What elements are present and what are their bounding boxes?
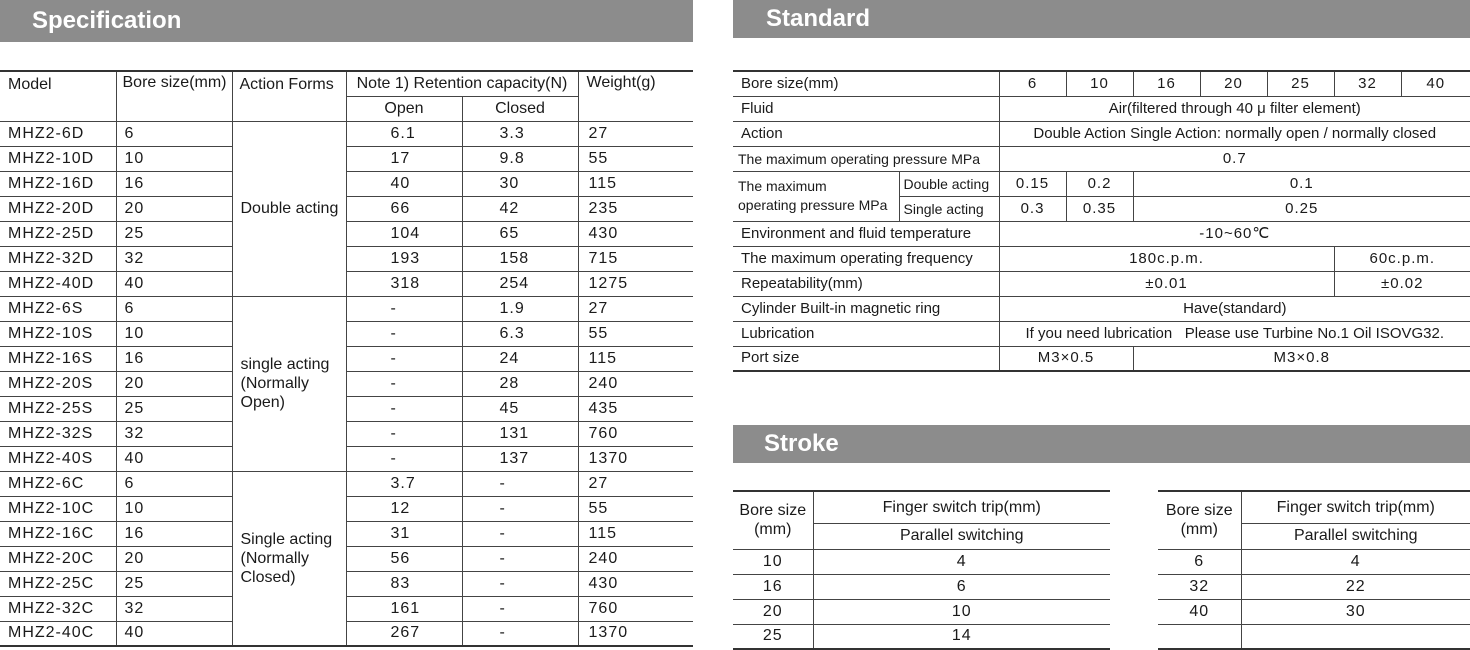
std-bore-16: 16 (1133, 71, 1200, 96)
stroke-bore: 40 (1158, 599, 1241, 624)
spec-closed: 6.3 (462, 321, 578, 346)
std-magnet-label: Cylinder Built-in magnetic ring (733, 296, 999, 321)
stroke-bore (1158, 624, 1241, 649)
spec-open: - (346, 321, 462, 346)
spec-open: - (346, 396, 462, 421)
spec-closed: 30 (462, 171, 578, 196)
spec-model: MHZ2-20C (0, 546, 116, 571)
std-port-value-2: M3×0.8 (1133, 346, 1470, 371)
spec-closed: 137 (462, 446, 578, 471)
std-lube-label: Lubrication (733, 321, 999, 346)
std-repeat-value-2: ±0.02 (1334, 271, 1470, 296)
stroke-trip: 14 (813, 624, 1110, 649)
spec-open: 193 (346, 246, 462, 271)
spec-open: 31 (346, 521, 462, 546)
spec-open: 6.1 (346, 121, 462, 146)
spec-row (0, 546, 693, 571)
spec-row (0, 121, 693, 146)
spec-row (0, 321, 693, 346)
std-action-value: Double Action Single Action: normally open / normally closed (999, 121, 1470, 146)
spec-closed: 3.3 (462, 121, 578, 146)
spec-model: MHZ2-25D (0, 221, 116, 246)
std-single-10: 0.35 (1066, 196, 1133, 221)
spec-bore: 10 (116, 496, 232, 521)
spec-weight: 115 (578, 346, 693, 371)
header-open: Open (346, 96, 462, 121)
spec-weight: 1370 (578, 621, 693, 646)
spec-action-form: single acting (Normally Open) (232, 296, 346, 471)
std-min-pressure-text: The maximum operating pressure MPa (738, 178, 888, 213)
stroke-bore: 6 (1158, 549, 1241, 574)
spec-weight: 27 (578, 471, 693, 496)
stroke-bore: 10 (733, 549, 813, 574)
stroke-left-bore-label: Bore size (mm) (739, 502, 807, 539)
spec-model: MHZ2-16D (0, 171, 116, 196)
std-bore-25: 25 (1267, 71, 1334, 96)
spec-model: MHZ2-16C (0, 521, 116, 546)
stroke-row (1158, 599, 1470, 624)
std-bore-40: 40 (1401, 71, 1470, 96)
spec-weight: 240 (578, 546, 693, 571)
std-freq-value-2: 60c.p.m. (1334, 246, 1470, 271)
stroke-table-right (1158, 490, 1470, 650)
spec-weight: 27 (578, 121, 693, 146)
spec-row (0, 421, 693, 446)
spec-model: MHZ2-16S (0, 346, 116, 371)
spec-model: MHZ2-6C (0, 471, 116, 496)
stroke-row (733, 599, 1110, 624)
specification-title: Specification (32, 7, 182, 34)
header-model: Model (0, 71, 116, 121)
spec-open: 66 (346, 196, 462, 221)
spec-action-form: Single acting (Normally Closed) (232, 471, 346, 646)
spec-bore: 32 (116, 596, 232, 621)
stroke-trip: 4 (813, 549, 1110, 574)
spec-weight: 27 (578, 296, 693, 321)
spec-closed: - (462, 596, 578, 621)
spec-open: 56 (346, 546, 462, 571)
stroke-right-bore-label: Bore size (mm) (1165, 502, 1233, 539)
std-action-label: Action (733, 121, 999, 146)
spec-row (0, 496, 693, 521)
spec-row (0, 146, 693, 171)
spec-bore: 16 (116, 521, 232, 546)
spec-model: MHZ2-10C (0, 496, 116, 521)
stroke-bore: 16 (733, 574, 813, 599)
spec-closed: - (462, 571, 578, 596)
spec-open: - (346, 296, 462, 321)
stroke-trip (1241, 624, 1470, 649)
spec-model: MHZ2-25S (0, 396, 116, 421)
stroke-bore: 32 (1158, 574, 1241, 599)
stroke-left-bore-header (733, 491, 813, 549)
header-closed: Closed (462, 96, 578, 121)
spec-bore: 25 (116, 396, 232, 421)
std-magnet-value: Have(standard) (999, 296, 1470, 321)
std-env-label: Environment and fluid temperature (733, 221, 999, 246)
spec-weight: 430 (578, 221, 693, 246)
std-env-value: -10~60℃ (999, 221, 1470, 246)
spec-weight: 115 (578, 171, 693, 196)
stroke-table-left (733, 490, 1110, 650)
spec-model: MHZ2-25C (0, 571, 116, 596)
spec-bore: 6 (116, 121, 232, 146)
spec-closed: 254 (462, 271, 578, 296)
spec-closed: 131 (462, 421, 578, 446)
spec-weight: 435 (578, 396, 693, 421)
std-bore-32: 32 (1334, 71, 1401, 96)
spec-open: 161 (346, 596, 462, 621)
std-bore-20: 20 (1200, 71, 1267, 96)
spec-row (0, 221, 693, 246)
stroke-right-trip-header: Finger switch trip(mm) (1241, 491, 1470, 524)
spec-model: MHZ2-10S (0, 321, 116, 346)
spec-bore: 40 (116, 271, 232, 296)
standard-header-bar (733, 0, 1470, 38)
spec-row (0, 571, 693, 596)
spec-row (0, 396, 693, 421)
spec-open: - (346, 421, 462, 446)
stroke-row (1158, 549, 1470, 574)
stroke-trip: 30 (1241, 599, 1470, 624)
std-max-pressure-label: The maximum operating pressure MPa (733, 146, 999, 171)
spec-closed: - (462, 496, 578, 521)
spec-closed: - (462, 621, 578, 646)
spec-closed: - (462, 471, 578, 496)
std-bore-10: 10 (1066, 71, 1133, 96)
spec-bore: 10 (116, 321, 232, 346)
spec-bore: 40 (116, 621, 232, 646)
spec-open: 104 (346, 221, 462, 246)
spec-bore: 20 (116, 371, 232, 396)
stroke-header-bar (733, 425, 1470, 463)
spec-open: 12 (346, 496, 462, 521)
spec-open: 40 (346, 171, 462, 196)
spec-row (0, 621, 693, 646)
header-retention-capacity: Note 1) Retention capacity(N) (346, 71, 578, 96)
spec-action-form: Double acting (232, 121, 346, 296)
spec-closed: - (462, 546, 578, 571)
spec-bore: 32 (116, 246, 232, 271)
stroke-trip: 22 (1241, 574, 1470, 599)
stroke-row (733, 549, 1110, 574)
spec-row (0, 296, 693, 321)
std-bore-label: Bore size(mm) (733, 71, 999, 96)
spec-weight: 1275 (578, 271, 693, 296)
stroke-right-parallel-header: Parallel switching (1241, 524, 1470, 549)
spec-bore: 16 (116, 346, 232, 371)
spec-model: MHZ2-40D (0, 271, 116, 296)
spec-weight: 1370 (578, 446, 693, 471)
header-action-forms: Action Forms (232, 71, 346, 121)
std-port-value-1: M3×0.5 (999, 346, 1133, 371)
spec-closed: 28 (462, 371, 578, 396)
spec-closed: - (462, 521, 578, 546)
spec-bore: 32 (116, 421, 232, 446)
spec-weight: 715 (578, 246, 693, 271)
spec-closed: 65 (462, 221, 578, 246)
stroke-bore: 25 (733, 624, 813, 649)
spec-model: MHZ2-32C (0, 596, 116, 621)
spec-closed: 9.8 (462, 146, 578, 171)
std-port-label: Port size (733, 346, 999, 371)
spec-model: MHZ2-32S (0, 421, 116, 446)
std-fluid-value: Air(filtered through 40 μ filter element) (999, 96, 1470, 121)
spec-bore: 20 (116, 546, 232, 571)
spec-weight: 55 (578, 496, 693, 521)
specification-table (0, 70, 693, 647)
spec-row (0, 446, 693, 471)
spec-row (0, 471, 693, 496)
spec-row (0, 246, 693, 271)
stroke-left-trip-header: Finger switch trip(mm) (813, 491, 1110, 524)
standard-table (733, 70, 1470, 372)
header-bore-size: Bore size(mm) (116, 71, 232, 121)
std-single-acting-label: Single acting (899, 196, 999, 221)
spec-model: MHZ2-20D (0, 196, 116, 221)
stroke-row (733, 574, 1110, 599)
spec-bore: 10 (116, 146, 232, 171)
spec-weight: 115 (578, 521, 693, 546)
std-double-rest: 0.1 (1133, 171, 1470, 196)
spec-weight: 55 (578, 321, 693, 346)
spec-row (0, 521, 693, 546)
spec-row (0, 171, 693, 196)
spec-weight: 240 (578, 371, 693, 396)
spec-row (0, 371, 693, 396)
spec-bore: 25 (116, 221, 232, 246)
spec-model: MHZ2-40S (0, 446, 116, 471)
std-freq-label: The maximum operating frequency (733, 246, 999, 271)
std-double-10: 0.2 (1066, 171, 1133, 196)
spec-model: MHZ2-40C (0, 621, 116, 646)
std-bore-6: 6 (999, 71, 1066, 96)
spec-open: 3.7 (346, 471, 462, 496)
spec-bore: 25 (116, 571, 232, 596)
spec-model: MHZ2-20S (0, 371, 116, 396)
stroke-trip: 4 (1241, 549, 1470, 574)
spec-closed: 42 (462, 196, 578, 221)
std-max-pressure-value: 0.7 (999, 146, 1470, 171)
spec-closed: 1.9 (462, 296, 578, 321)
spec-open: 318 (346, 271, 462, 296)
stroke-row (733, 624, 1110, 649)
spec-open: 267 (346, 621, 462, 646)
spec-weight: 430 (578, 571, 693, 596)
spec-weight: 55 (578, 146, 693, 171)
spec-weight: 235 (578, 196, 693, 221)
spec-closed: 158 (462, 246, 578, 271)
std-double-6: 0.15 (999, 171, 1066, 196)
spec-model: MHZ2-6S (0, 296, 116, 321)
spec-row (0, 596, 693, 621)
specification-header-bar (0, 0, 693, 42)
stroke-row (1158, 574, 1470, 599)
spec-closed: 45 (462, 396, 578, 421)
header-weight: Weight(g) (578, 71, 693, 121)
std-single-6: 0.3 (999, 196, 1066, 221)
spec-bore: 16 (116, 171, 232, 196)
spec-row (0, 271, 693, 296)
spec-open: 17 (346, 146, 462, 171)
std-repeat-value-1: ±0.01 (999, 271, 1334, 296)
spec-weight: 760 (578, 596, 693, 621)
spec-open: - (346, 371, 462, 396)
spec-model: MHZ2-32D (0, 246, 116, 271)
std-double-acting-label: Double acting (899, 171, 999, 196)
spec-model: MHZ2-10D (0, 146, 116, 171)
stroke-left-parallel-header: Parallel switching (813, 524, 1110, 549)
stroke-right-bore-header (1158, 491, 1241, 549)
stroke-trip: 10 (813, 599, 1110, 624)
spec-row (0, 196, 693, 221)
spec-open: 83 (346, 571, 462, 596)
spec-bore: 6 (116, 296, 232, 321)
stroke-trip: 6 (813, 574, 1110, 599)
spec-weight: 760 (578, 421, 693, 446)
std-min-pressure-label (733, 171, 899, 221)
stroke-row (1158, 624, 1470, 649)
std-fluid-label: Fluid (733, 96, 999, 121)
spec-bore: 6 (116, 471, 232, 496)
spec-model: MHZ2-6D (0, 121, 116, 146)
spec-closed: 24 (462, 346, 578, 371)
std-lube-value: If you need lubrication Please use Turbine No.1 Oil ISOVG32. (999, 321, 1470, 346)
stroke-title: Stroke (764, 430, 839, 457)
spec-bore: 40 (116, 446, 232, 471)
std-freq-value-1: 180c.p.m. (999, 246, 1334, 271)
std-repeat-label: Repeatability(mm) (733, 271, 999, 296)
standard-title: Standard (766, 5, 871, 32)
std-single-rest: 0.25 (1133, 196, 1470, 221)
spec-bore: 20 (116, 196, 232, 221)
stroke-bore: 20 (733, 599, 813, 624)
spec-row (0, 346, 693, 371)
spec-open: - (346, 346, 462, 371)
spec-open: - (346, 446, 462, 471)
